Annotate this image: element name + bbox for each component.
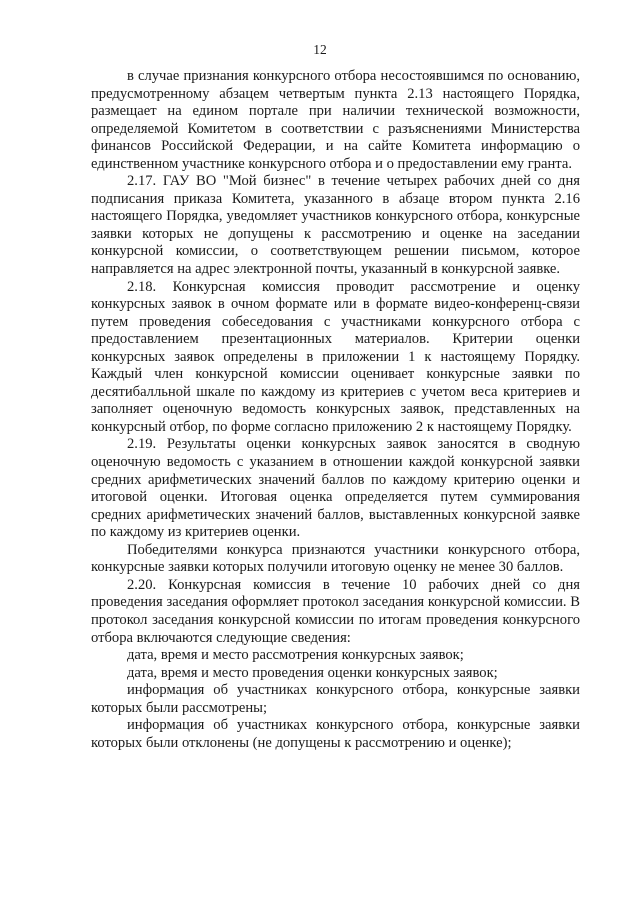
list-item-reviewed-participants: информация об участниках конкурсного отбора, конкурсные заявки которых были рассмотрены;	[91, 682, 580, 716]
document-body	[91, 68, 580, 752]
paragraph-2-20: 2.20. Конкурсная комиссия в течение 10 рабочих дней со дня проведения заседания оформляет протокол заседания конкурсной комиссии. В протокол заседания конкурсной комиссии по итогам проведения конкурсного отбора включаются следующие сведения:	[91, 576, 580, 646]
list-item-review-date: дата, время и место рассмотрения конкурсных заявок;	[127, 647, 464, 664]
list-item-rejected-participants: информация об участниках конкурсного отбора, конкурсные заявки которых были отклонены (не допущены к рассмотрению и оценке);	[91, 717, 580, 751]
paragraph-2-19: 2.19. Результаты оценки конкурсных заявок заносятся в сводную оценочную ведомость с указанием в отношении каждой конкурсной заявки средних арифметических значений баллов по каждому критерию оценки и итоговой оценки. Итоговая оценка определяется путем суммирования средних арифметических значений баллов, выставленных конкурсной заявке по каждому из критериев оценки.	[91, 436, 580, 541]
paragraph-2-17: 2.17. ГАУ ВО "Мой бизнес" в течение четырех рабочих дней со дня подписания приказа Комитета, указанного в абзаце втором пункта 2.16 настоящего Порядка, уведомляет участников конкурсного отбора, конкурсные заявки которых не допущены к рассмотрению и оценке на заседании конкурсной комиссии, о соответствующем решении письмом, которое направляется на адрес электронной почты, указанный в конкурсной заявке.	[91, 173, 580, 278]
paragraph-grant-single-participant: в случае признания конкурсного отбора несостоявшимся по основанию, предусмотренному абзацем четвертым пункта 2.13 настоящего Порядка, размещает на едином портале при наличии технической возможности, определяемой Комитетом в соответствии с разъяснениями Министерства финансов Российской Федерации, и на сайте Комитета информацию о единственном участнике конкурсного отбора и о предоставлении ему гранта.	[91, 68, 580, 172]
paragraph-2-18: 2.18. Конкурсная комиссия проводит рассмотрение и оценку конкурсных заявок в очном формате или в формате видео-конференц-связи путем проведения собеседования с участниками конкурсного отбора с предоставлением презентационных материалов. Критерии оценки конкурсных заявок определены в приложении 1 к настоящему Порядку. Каждый член конкурсной комиссии оценивает конкурсные заявки по десятибалльной шкале по каждому из критериев с учетом веса критериев и заполняет оценочную ведомость конкурсных заявок, представленных на конкурсный отбор, по форме согласно приложению 2 к настоящему Порядку.	[91, 278, 580, 435]
page-number: 12	[313, 42, 327, 57]
paragraph-winners: Победителями конкурса признаются участники конкурсного отбора, конкурсные заявки которых получили итоговую оценку не менее 30 баллов.	[91, 541, 580, 576]
list-item-evaluation-date: дата, время и место проведения оценки конкурсных заявок;	[127, 664, 498, 681]
